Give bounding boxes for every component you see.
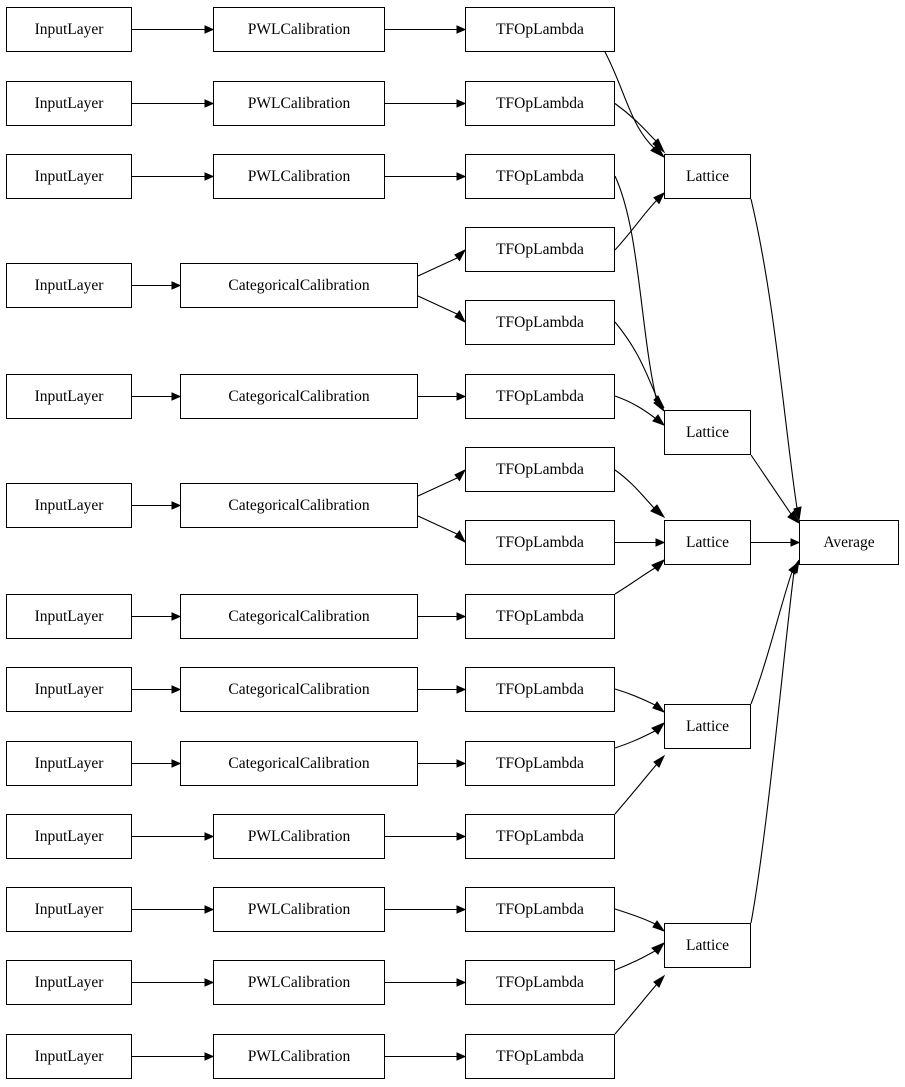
node-label: CategoricalCalibration <box>228 276 370 294</box>
node-label: InputLayer <box>34 973 104 991</box>
node-tfoplambda[interactable] <box>465 667 615 712</box>
node-label: TFOpLambda <box>496 827 584 845</box>
node-lattice[interactable] <box>664 154 751 199</box>
node-inputlayer[interactable] <box>6 667 132 712</box>
edge-lattice-to-average <box>751 199 801 923</box>
node-tfoplambda[interactable] <box>465 374 615 419</box>
node-label: PWLCalibration <box>247 94 351 112</box>
edge-cal-to-op <box>385 26 465 1060</box>
node-label: InputLayer <box>34 754 104 772</box>
node-label: TFOpLambda <box>496 313 584 331</box>
node-label: Lattice <box>685 936 730 954</box>
node-inputlayer[interactable] <box>6 263 132 308</box>
node-categorical-calibration[interactable] <box>180 263 418 308</box>
node-tfoplambda[interactable] <box>465 814 615 859</box>
node-label: PWLCalibration <box>247 167 351 185</box>
node-label: TFOpLambda <box>496 973 584 991</box>
node-label: TFOpLambda <box>496 94 584 112</box>
node-tfoplambda[interactable] <box>465 154 615 199</box>
node-inputlayer[interactable] <box>6 594 132 639</box>
node-pwl-calibration[interactable] <box>213 1034 385 1079</box>
node-tfoplambda[interactable] <box>465 887 615 932</box>
node-pwl-calibration[interactable] <box>213 887 385 932</box>
node-label: InputLayer <box>34 496 104 514</box>
node-tfoplambda[interactable] <box>465 1034 615 1079</box>
node-label: CategoricalCalibration <box>228 607 370 625</box>
node-lattice[interactable] <box>664 923 751 968</box>
node-inputlayer[interactable] <box>6 741 132 786</box>
node-average[interactable] <box>799 520 899 565</box>
node-label: InputLayer <box>34 827 104 845</box>
node-tfoplambda[interactable] <box>465 594 615 639</box>
node-tfoplambda[interactable] <box>465 81 615 126</box>
node-label: PWLCalibration <box>247 973 351 991</box>
node-label: InputLayer <box>34 680 104 698</box>
node-label: InputLayer <box>34 276 104 294</box>
node-label: InputLayer <box>34 607 104 625</box>
node-label: InputLayer <box>34 1047 104 1065</box>
node-label: TFOpLambda <box>496 20 584 38</box>
node-label: CategoricalCalibration <box>228 387 370 405</box>
node-lattice[interactable] <box>664 520 751 565</box>
node-label: InputLayer <box>34 167 104 185</box>
node-pwl-calibration[interactable] <box>213 81 385 126</box>
node-categorical-calibration[interactable] <box>180 374 418 419</box>
node-tfoplambda[interactable] <box>465 7 615 52</box>
node-inputlayer[interactable] <box>6 887 132 932</box>
node-categorical-calibration[interactable] <box>180 594 418 639</box>
node-pwl-calibration[interactable] <box>213 154 385 199</box>
node-label: TFOpLambda <box>496 1047 584 1065</box>
node-lattice[interactable] <box>664 704 751 749</box>
node-label: TFOpLambda <box>496 533 584 551</box>
node-label: TFOpLambda <box>496 607 584 625</box>
node-label: TFOpLambda <box>496 460 584 478</box>
node-label: CategoricalCalibration <box>228 496 370 514</box>
edge-in-to-cal <box>132 26 213 1060</box>
node-label: InputLayer <box>34 20 104 38</box>
node-label: TFOpLambda <box>496 900 584 918</box>
node-label: Lattice <box>685 533 730 551</box>
node-label: Lattice <box>685 717 730 735</box>
node-inputlayer[interactable] <box>6 483 132 528</box>
node-tfoplambda[interactable] <box>465 300 615 345</box>
node-inputlayer[interactable] <box>6 154 132 199</box>
node-tfoplambda[interactable] <box>465 960 615 1005</box>
node-inputlayer[interactable] <box>6 81 132 126</box>
node-label: Lattice <box>685 167 730 185</box>
node-inputlayer[interactable] <box>6 374 132 419</box>
node-tfoplambda[interactable] <box>465 227 615 272</box>
node-pwl-calibration[interactable] <box>213 7 385 52</box>
node-pwl-calibration[interactable] <box>213 960 385 1005</box>
node-label: InputLayer <box>34 94 104 112</box>
node-categorical-calibration[interactable] <box>180 667 418 712</box>
node-pwl-calibration[interactable] <box>213 814 385 859</box>
node-label: PWLCalibration <box>247 827 351 845</box>
node-label: TFOpLambda <box>496 387 584 405</box>
node-categorical-calibration[interactable] <box>180 741 418 786</box>
node-label: TFOpLambda <box>496 754 584 772</box>
node-inputlayer[interactable] <box>6 7 132 52</box>
node-label: PWLCalibration <box>247 20 351 38</box>
node-inputlayer[interactable] <box>6 960 132 1005</box>
node-label: Average <box>823 533 875 551</box>
node-tfoplambda[interactable] <box>465 447 615 492</box>
node-label: InputLayer <box>34 900 104 918</box>
node-categorical-calibration[interactable] <box>180 483 418 528</box>
node-label: TFOpLambda <box>496 680 584 698</box>
node-label: PWLCalibration <box>247 900 351 918</box>
node-label: CategoricalCalibration <box>228 680 370 698</box>
node-lattice[interactable] <box>664 410 751 455</box>
node-tfoplambda[interactable] <box>465 741 615 786</box>
node-label: InputLayer <box>34 387 104 405</box>
node-label: PWLCalibration <box>247 1047 351 1065</box>
node-label: CategoricalCalibration <box>228 754 370 772</box>
node-label: TFOpLambda <box>496 240 584 258</box>
node-tfoplambda[interactable] <box>465 520 615 565</box>
node-label: TFOpLambda <box>496 167 584 185</box>
node-inputlayer[interactable] <box>6 1034 132 1079</box>
node-inputlayer[interactable] <box>6 814 132 859</box>
node-label: Lattice <box>685 423 730 441</box>
